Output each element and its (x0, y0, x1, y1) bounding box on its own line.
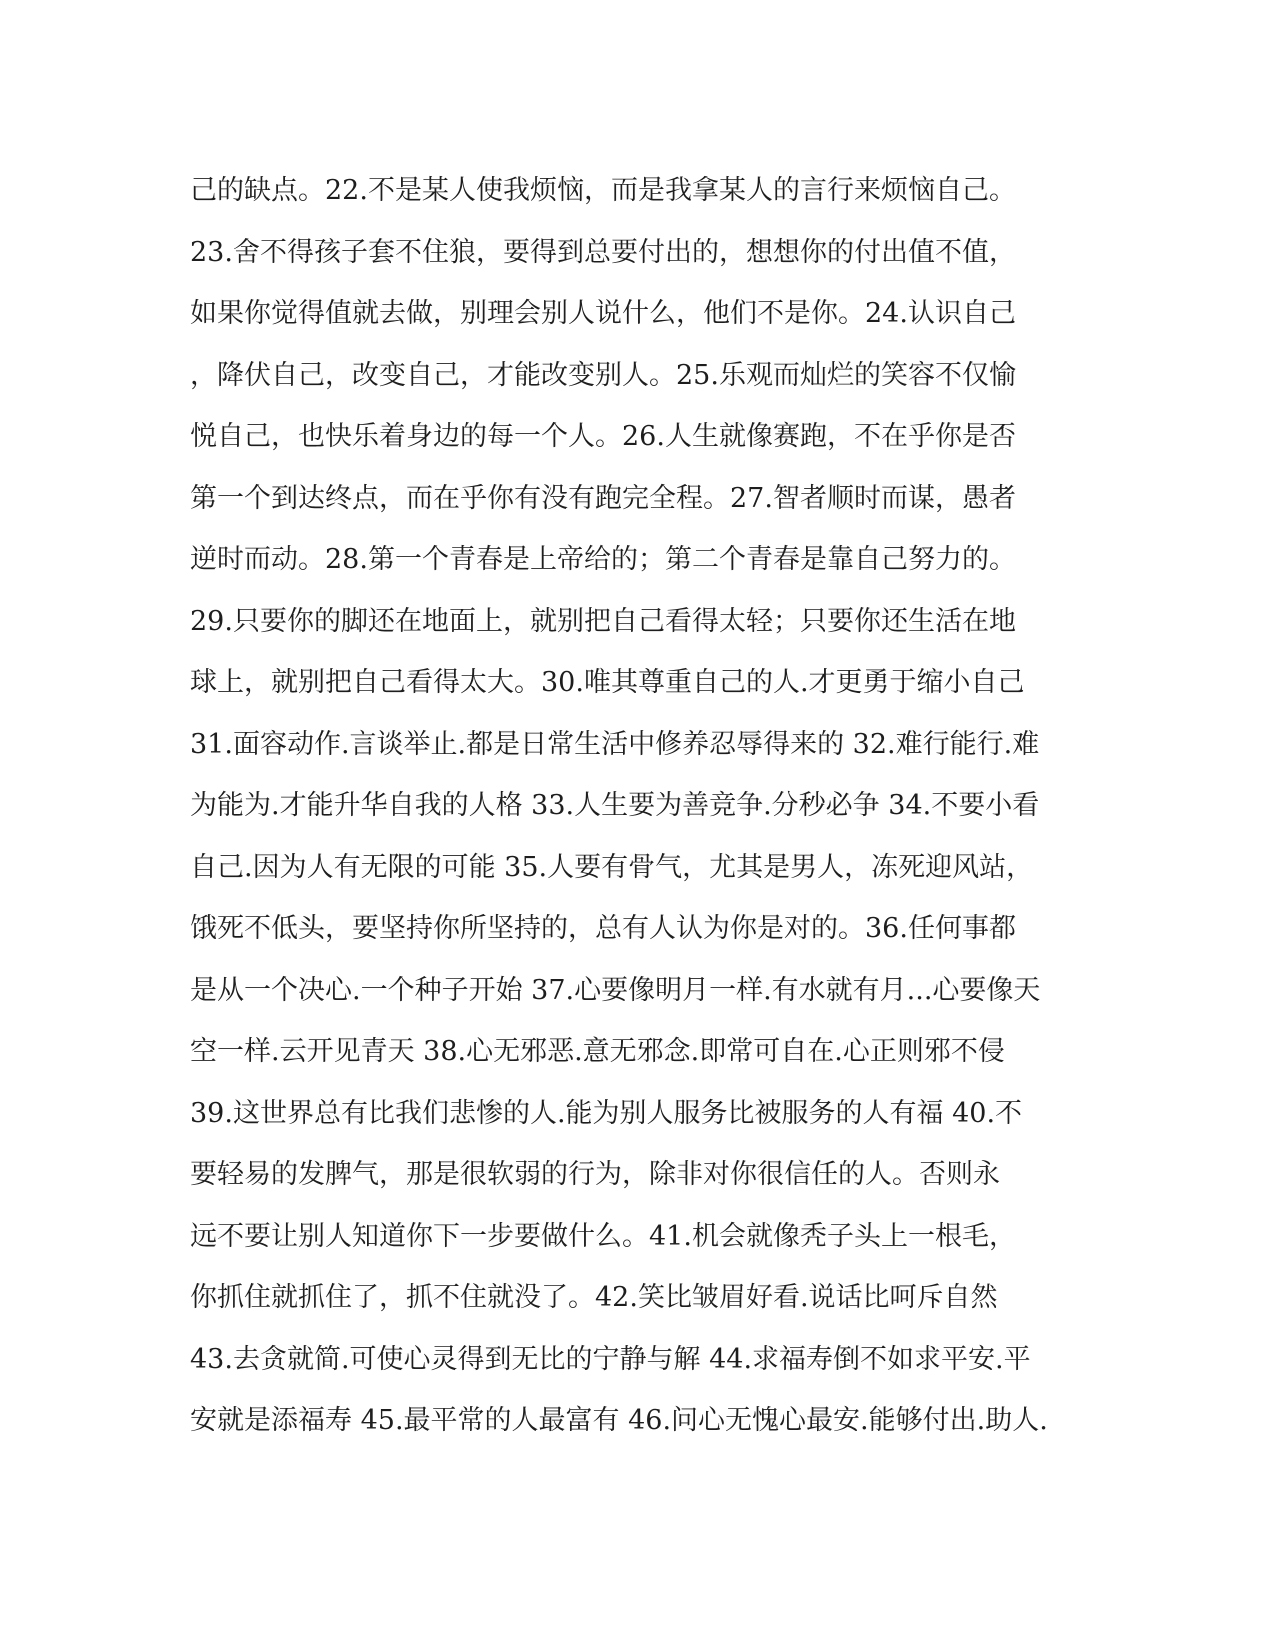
text-line: 43.去贪就简.可使心灵得到无比的宁静与解 44.求福寿倒不如求平安.平 (190, 1343, 1031, 1375)
text-line: 空一样.云开见青天 38.心无邪恶.意无邪念.即常可自在.心正则邪不侵 (190, 1036, 1005, 1067)
body-text (190, 160, 1090, 1452)
text-line: 39.这世界总有比我们悲惨的人.能为别人服务比被服务的人有福 40.不 (190, 1097, 1023, 1129)
text-line: 如果你觉得值就去做，别理会别人说什么，他们不是你。24.认识自己 (190, 298, 1016, 329)
text-line: 是从一个决心.一个种子开始 37.心要像明月一样.有水就有月...心要像天 (190, 974, 1041, 1006)
text-line: 31.面容动作.言谈举止.都是日常生活中修养忍辱得来的 32.难行能行.难 (190, 728, 1040, 760)
text-line: ，降伏自己，改变自己，才能改变别人。25.乐观而灿烂的笑容不仅愉 (190, 359, 1016, 391)
text-line: 为能为.才能升华自我的人格 33.人生要为善竞争.分秒必争 34.不要小看 (190, 790, 1040, 821)
text-line: 远不要让别人知道你下一步要做什么。41.机会就像秃子头上一根毛， (190, 1220, 1016, 1252)
text-line: 自己.因为人有无限的可能 35.人要有骨气，尤其是男人，冻死迎风站， (190, 851, 1034, 883)
text-line: 29.只要你的脚还在地面上，就别把自己看得太轻；只要你还生活在地 (190, 605, 1016, 637)
text-line: 23.舍不得孩子套不住狼，要得到总要付出的，想想你的付出值不值， (190, 236, 1016, 268)
text-line: 饿死不低头，要坚持你所坚持的，总有人认为你是对的。36.任何事都 (190, 913, 1016, 944)
text-line: 要轻易的发脾气，那是很软弱的行为，除非对你很信任的人。否则永 (190, 1159, 1000, 1190)
text-line: 己的缺点。22.不是某人使我烦恼，而是我拿某人的言行来烦恼自己。 (190, 175, 1016, 206)
text-line: 安就是添福寿 45.最平常的人最富有 46.问心无愧心最安.能够付出.助人. (190, 1405, 1048, 1436)
text-line: 悦自己，也快乐着身边的每一个人。26.人生就像赛跑，不在乎你是否 (190, 421, 1016, 452)
text-line: 你抓住就抓住了，抓不住就没了。42.笑比皱眉好看.说话比呵斥自然 (190, 1282, 998, 1313)
text-line: 球上，就别把自己看得太大。30.唯其尊重自己的人.才更勇于缩小自己 (190, 667, 1025, 698)
text-line: 第一个到达终点，而在乎你有没有跑完全程。27.智者顺时而谋，愚者 (190, 482, 1016, 514)
text-line: 逆时而动。28.第一个青春是上帝给的；第二个青春是靠自己努力的。 (190, 544, 1016, 575)
